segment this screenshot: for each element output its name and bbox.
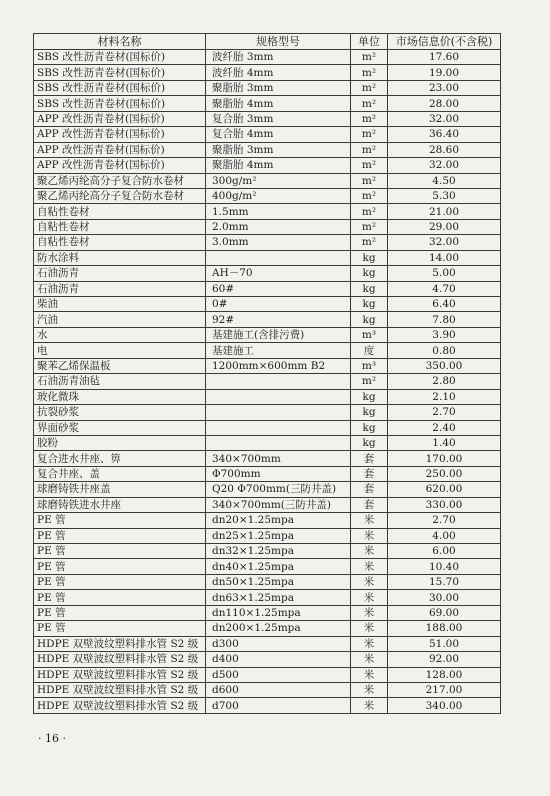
table-row xyxy=(34,158,501,173)
spec-cell: 聚脂胎 4mm xyxy=(206,96,351,111)
unit-cell: kg xyxy=(351,312,388,327)
price-cell: 92.00 xyxy=(388,652,501,667)
material-name-cell: 球磨铸铁井座盖 xyxy=(34,482,206,497)
material-name-cell: HDPE 双壁波纹塑料排水管 S2 级 xyxy=(34,652,206,667)
spec-cell: dn63×1.25mpa xyxy=(206,590,351,605)
spec-cell: 聚脂胎 4mm xyxy=(206,158,351,173)
spec-cell: 基建施工(含排污费) xyxy=(206,327,351,342)
table-row xyxy=(34,312,501,327)
material-name-cell: HDPE 双壁波纹塑料排水管 S2 级 xyxy=(34,636,206,651)
unit-cell: m² xyxy=(351,127,388,142)
table-row xyxy=(34,327,501,342)
table-row xyxy=(34,96,501,111)
table-row xyxy=(34,204,501,219)
unit-cell: kg xyxy=(351,435,388,450)
unit-cell: 米 xyxy=(351,652,388,667)
table-row xyxy=(34,173,501,188)
material-name-cell: 自粘性卷材 xyxy=(34,219,206,234)
table-row xyxy=(34,667,501,682)
spec-cell: 复合胎 3mm xyxy=(206,111,351,126)
spec-cell xyxy=(206,374,351,389)
material-name-cell: APP 改性沥青卷材(国标价) xyxy=(34,111,206,126)
spec-cell: 3.0mm xyxy=(206,235,351,250)
material-name-cell: PE 管 xyxy=(34,528,206,543)
price-cell: 2.80 xyxy=(388,374,501,389)
material-name-cell: APP 改性沥青卷材(国标价) xyxy=(34,142,206,157)
price-cell: 29.00 xyxy=(388,219,501,234)
price-cell: 620.00 xyxy=(388,482,501,497)
material-name-cell: SBS 改性沥青卷材(国标价) xyxy=(34,80,206,95)
price-cell: 7.80 xyxy=(388,312,501,327)
spec-cell xyxy=(206,250,351,265)
spec-cell xyxy=(206,405,351,420)
table-row xyxy=(34,65,501,80)
price-cell: 19.00 xyxy=(388,65,501,80)
unit-cell: m² xyxy=(351,158,388,173)
material-name-cell: 自粘性卷材 xyxy=(34,204,206,219)
unit-cell: 米 xyxy=(351,682,388,697)
unit-cell: m² xyxy=(351,80,388,95)
table-row xyxy=(34,544,501,559)
spec-cell: dn25×1.25mpa xyxy=(206,528,351,543)
material-name-cell: PE 管 xyxy=(34,544,206,559)
price-cell: 36.40 xyxy=(388,127,501,142)
unit-cell: 套 xyxy=(351,451,388,466)
unit-cell: m³ xyxy=(351,327,388,342)
price-cell: 4.50 xyxy=(388,173,501,188)
unit-cell: kg xyxy=(351,250,388,265)
table-row xyxy=(34,358,501,373)
material-name-cell: 电 xyxy=(34,343,206,358)
spec-cell: 复合胎 4mm xyxy=(206,127,351,142)
price-cell: 1.40 xyxy=(388,435,501,450)
spec-cell: 波纤胎 4mm xyxy=(206,65,351,80)
price-cell: 2.10 xyxy=(388,389,501,404)
spec-cell: d700 xyxy=(206,698,351,713)
price-cell: 250.00 xyxy=(388,466,501,481)
spec-cell: d300 xyxy=(206,636,351,651)
material-name-cell: 复合井座、盖 xyxy=(34,466,206,481)
table-row xyxy=(34,605,501,620)
material-name-cell: 石油沥青 xyxy=(34,266,206,281)
spec-cell xyxy=(206,420,351,435)
table-row xyxy=(34,389,501,404)
table-row xyxy=(34,559,501,574)
price-cell: 51.00 xyxy=(388,636,501,651)
unit-cell: m² xyxy=(351,235,388,250)
table-row xyxy=(34,188,501,203)
price-cell: 128.00 xyxy=(388,667,501,682)
material-name-cell: PE 管 xyxy=(34,621,206,636)
price-cell: 170.00 xyxy=(388,451,501,466)
material-name-cell: 抗裂砂浆 xyxy=(34,405,206,420)
unit-cell: 米 xyxy=(351,698,388,713)
unit-cell: 米 xyxy=(351,636,388,651)
page-number: · 16 · xyxy=(38,732,66,745)
unit-cell: 米 xyxy=(351,621,388,636)
price-cell: 10.40 xyxy=(388,559,501,574)
material-name-cell: APP 改性沥青卷材(国标价) xyxy=(34,158,206,173)
unit-cell: kg xyxy=(351,405,388,420)
spec-cell: 92# xyxy=(206,312,351,327)
unit-cell: 度 xyxy=(351,343,388,358)
spec-cell: 1.5mm xyxy=(206,204,351,219)
unit-cell: m² xyxy=(351,204,388,219)
table-row xyxy=(34,435,501,450)
table-row xyxy=(34,250,501,265)
header-market-price: 市场信息价(不含税) xyxy=(388,34,501,50)
price-cell: 30.00 xyxy=(388,590,501,605)
table-row xyxy=(34,281,501,296)
price-cell: 14.00 xyxy=(388,250,501,265)
header-material-name: 材料名称 xyxy=(34,34,206,50)
material-name-cell: PE 管 xyxy=(34,513,206,528)
price-cell: 2.40 xyxy=(388,420,501,435)
table-row xyxy=(34,297,501,312)
unit-cell: m³ xyxy=(351,358,388,373)
material-name-cell: 球磨铸铁进水井座 xyxy=(34,497,206,512)
material-name-cell: PE 管 xyxy=(34,559,206,574)
table-row xyxy=(34,219,501,234)
price-table xyxy=(33,33,501,714)
spec-cell: dn50×1.25mpa xyxy=(206,574,351,589)
table-row xyxy=(34,682,501,697)
table-row xyxy=(34,621,501,636)
table-row xyxy=(34,652,501,667)
spec-cell: 波纤胎 3mm xyxy=(206,50,351,65)
table-row xyxy=(34,451,501,466)
material-name-cell: 界面砂浆 xyxy=(34,420,206,435)
unit-cell: 套 xyxy=(351,482,388,497)
unit-cell: kg xyxy=(351,281,388,296)
table-row xyxy=(34,698,501,713)
unit-cell: m² xyxy=(351,173,388,188)
price-cell: 32.00 xyxy=(388,111,501,126)
spec-cell: 聚脂胎 3mm xyxy=(206,80,351,95)
table-row xyxy=(34,50,501,65)
price-cell: 28.60 xyxy=(388,142,501,157)
material-name-cell: 石油沥青 xyxy=(34,281,206,296)
price-cell: 28.00 xyxy=(388,96,501,111)
spec-cell: dn200×1.25mpa xyxy=(206,621,351,636)
unit-cell: 米 xyxy=(351,605,388,620)
unit-cell: 米 xyxy=(351,528,388,543)
price-cell: 32.00 xyxy=(388,235,501,250)
material-name-cell: APP 改性沥青卷材(国标价) xyxy=(34,127,206,142)
price-cell: 4.00 xyxy=(388,528,501,543)
spec-cell: 聚脂胎 3mm xyxy=(206,142,351,157)
material-name-cell: SBS 改性沥青卷材(国标价) xyxy=(34,96,206,111)
unit-cell: 米 xyxy=(351,574,388,589)
spec-cell: Q20 Φ700mm(三防井盖) xyxy=(206,482,351,497)
table-row xyxy=(34,497,501,512)
spec-cell: dn40×1.25mpa xyxy=(206,559,351,574)
table-row xyxy=(34,111,501,126)
material-name-cell: 汽油 xyxy=(34,312,206,327)
unit-cell: kg xyxy=(351,297,388,312)
unit-cell: m² xyxy=(351,111,388,126)
spec-cell: d500 xyxy=(206,667,351,682)
table-row xyxy=(34,127,501,142)
unit-cell: m² xyxy=(351,50,388,65)
table-row xyxy=(34,636,501,651)
price-cell: 15.70 xyxy=(388,574,501,589)
price-cell: 2.70 xyxy=(388,513,501,528)
spec-cell: 基建施工 xyxy=(206,343,351,358)
price-cell: 2.70 xyxy=(388,405,501,420)
material-name-cell: 柴油 xyxy=(34,297,206,312)
table-row xyxy=(34,266,501,281)
unit-cell: 米 xyxy=(351,544,388,559)
spec-cell: AH－70 xyxy=(206,266,351,281)
unit-cell: kg xyxy=(351,420,388,435)
material-name-cell: 防水涂料 xyxy=(34,250,206,265)
table-row xyxy=(34,574,501,589)
table-row xyxy=(34,80,501,95)
price-cell: 5.30 xyxy=(388,188,501,203)
table-row xyxy=(34,420,501,435)
material-name-cell: PE 管 xyxy=(34,590,206,605)
price-cell: 23.00 xyxy=(388,80,501,95)
spec-cell xyxy=(206,389,351,404)
unit-cell: 米 xyxy=(351,667,388,682)
table-row xyxy=(34,235,501,250)
price-cell: 21.00 xyxy=(388,204,501,219)
material-name-cell: HDPE 双壁波纹塑料排水管 S2 级 xyxy=(34,682,206,697)
spec-cell: 2.0mm xyxy=(206,219,351,234)
table-row xyxy=(34,466,501,481)
spec-cell: d400 xyxy=(206,652,351,667)
unit-cell: kg xyxy=(351,389,388,404)
price-cell: 6.40 xyxy=(388,297,501,312)
material-name-cell: 玻化微珠 xyxy=(34,389,206,404)
price-cell: 17.60 xyxy=(388,50,501,65)
unit-cell: m² xyxy=(351,142,388,157)
table-header-row xyxy=(34,34,501,50)
spec-cell: 340×700mm xyxy=(206,451,351,466)
material-name-cell: PE 管 xyxy=(34,574,206,589)
material-name-cell: PE 管 xyxy=(34,605,206,620)
material-name-cell: HDPE 双壁波纹塑料排水管 S2 级 xyxy=(34,667,206,682)
table-row xyxy=(34,142,501,157)
unit-cell: 米 xyxy=(351,513,388,528)
material-name-cell: HDPE 双壁波纹塑料排水管 S2 级 xyxy=(34,698,206,713)
spec-cell xyxy=(206,435,351,450)
table-row xyxy=(34,405,501,420)
spec-cell: dn20×1.25mpa xyxy=(206,513,351,528)
material-name-cell: SBS 改性沥青卷材(国标价) xyxy=(34,50,206,65)
unit-cell: kg xyxy=(351,266,388,281)
material-name-cell: 自粘性卷材 xyxy=(34,235,206,250)
unit-cell: 套 xyxy=(351,497,388,512)
material-name-cell: 聚乙烯丙纶高分子复合防水卷材 xyxy=(34,173,206,188)
table-row xyxy=(34,482,501,497)
spec-cell: 300g/m² xyxy=(206,173,351,188)
material-name-cell: 石油沥青油毡 xyxy=(34,374,206,389)
unit-cell: m² xyxy=(351,374,388,389)
price-cell: 4.70 xyxy=(388,281,501,296)
spec-cell: d600 xyxy=(206,682,351,697)
unit-cell: m² xyxy=(351,219,388,234)
header-unit: 单位 xyxy=(351,34,388,50)
material-name-cell: SBS 改性沥青卷材(国标价) xyxy=(34,65,206,80)
price-cell: 188.00 xyxy=(388,621,501,636)
unit-cell: 米 xyxy=(351,559,388,574)
spec-cell: 1200mm×600mm B2 xyxy=(206,358,351,373)
price-cell: 3.90 xyxy=(388,327,501,342)
price-cell: 6.00 xyxy=(388,544,501,559)
price-cell: 217.00 xyxy=(388,682,501,697)
spec-cell: 400g/m² xyxy=(206,188,351,203)
price-cell: 350.00 xyxy=(388,358,501,373)
material-name-cell: 聚乙烯丙纶高分子复合防水卷材 xyxy=(34,188,206,203)
price-cell: 5.00 xyxy=(388,266,501,281)
spec-cell: 340×700mm(三防井盖) xyxy=(206,497,351,512)
material-name-cell: 胶粉 xyxy=(34,435,206,450)
price-cell: 340.00 xyxy=(388,698,501,713)
unit-cell: m² xyxy=(351,65,388,80)
unit-cell: m² xyxy=(351,96,388,111)
material-name-cell: 水 xyxy=(34,327,206,342)
spec-cell: dn32×1.25mpa xyxy=(206,544,351,559)
price-cell: 0.80 xyxy=(388,343,501,358)
table-row xyxy=(34,513,501,528)
spec-cell: 60# xyxy=(206,281,351,296)
price-cell: 32.00 xyxy=(388,158,501,173)
spec-cell: Φ700mm xyxy=(206,466,351,481)
price-cell: 330.00 xyxy=(388,497,501,512)
material-name-cell: 聚苯乙烯保温板 xyxy=(34,358,206,373)
table-row xyxy=(34,374,501,389)
material-name-cell: 复合进水井座、箅 xyxy=(34,451,206,466)
unit-cell: 套 xyxy=(351,466,388,481)
table-row xyxy=(34,343,501,358)
table-body xyxy=(34,50,501,714)
unit-cell: 米 xyxy=(351,590,388,605)
spec-cell: dn110×1.25mpa xyxy=(206,605,351,620)
table-row xyxy=(34,590,501,605)
unit-cell: m² xyxy=(351,188,388,203)
price-cell: 69.00 xyxy=(388,605,501,620)
table-row xyxy=(34,528,501,543)
header-spec-model: 规格型号 xyxy=(206,34,351,50)
spec-cell: 0# xyxy=(206,297,351,312)
